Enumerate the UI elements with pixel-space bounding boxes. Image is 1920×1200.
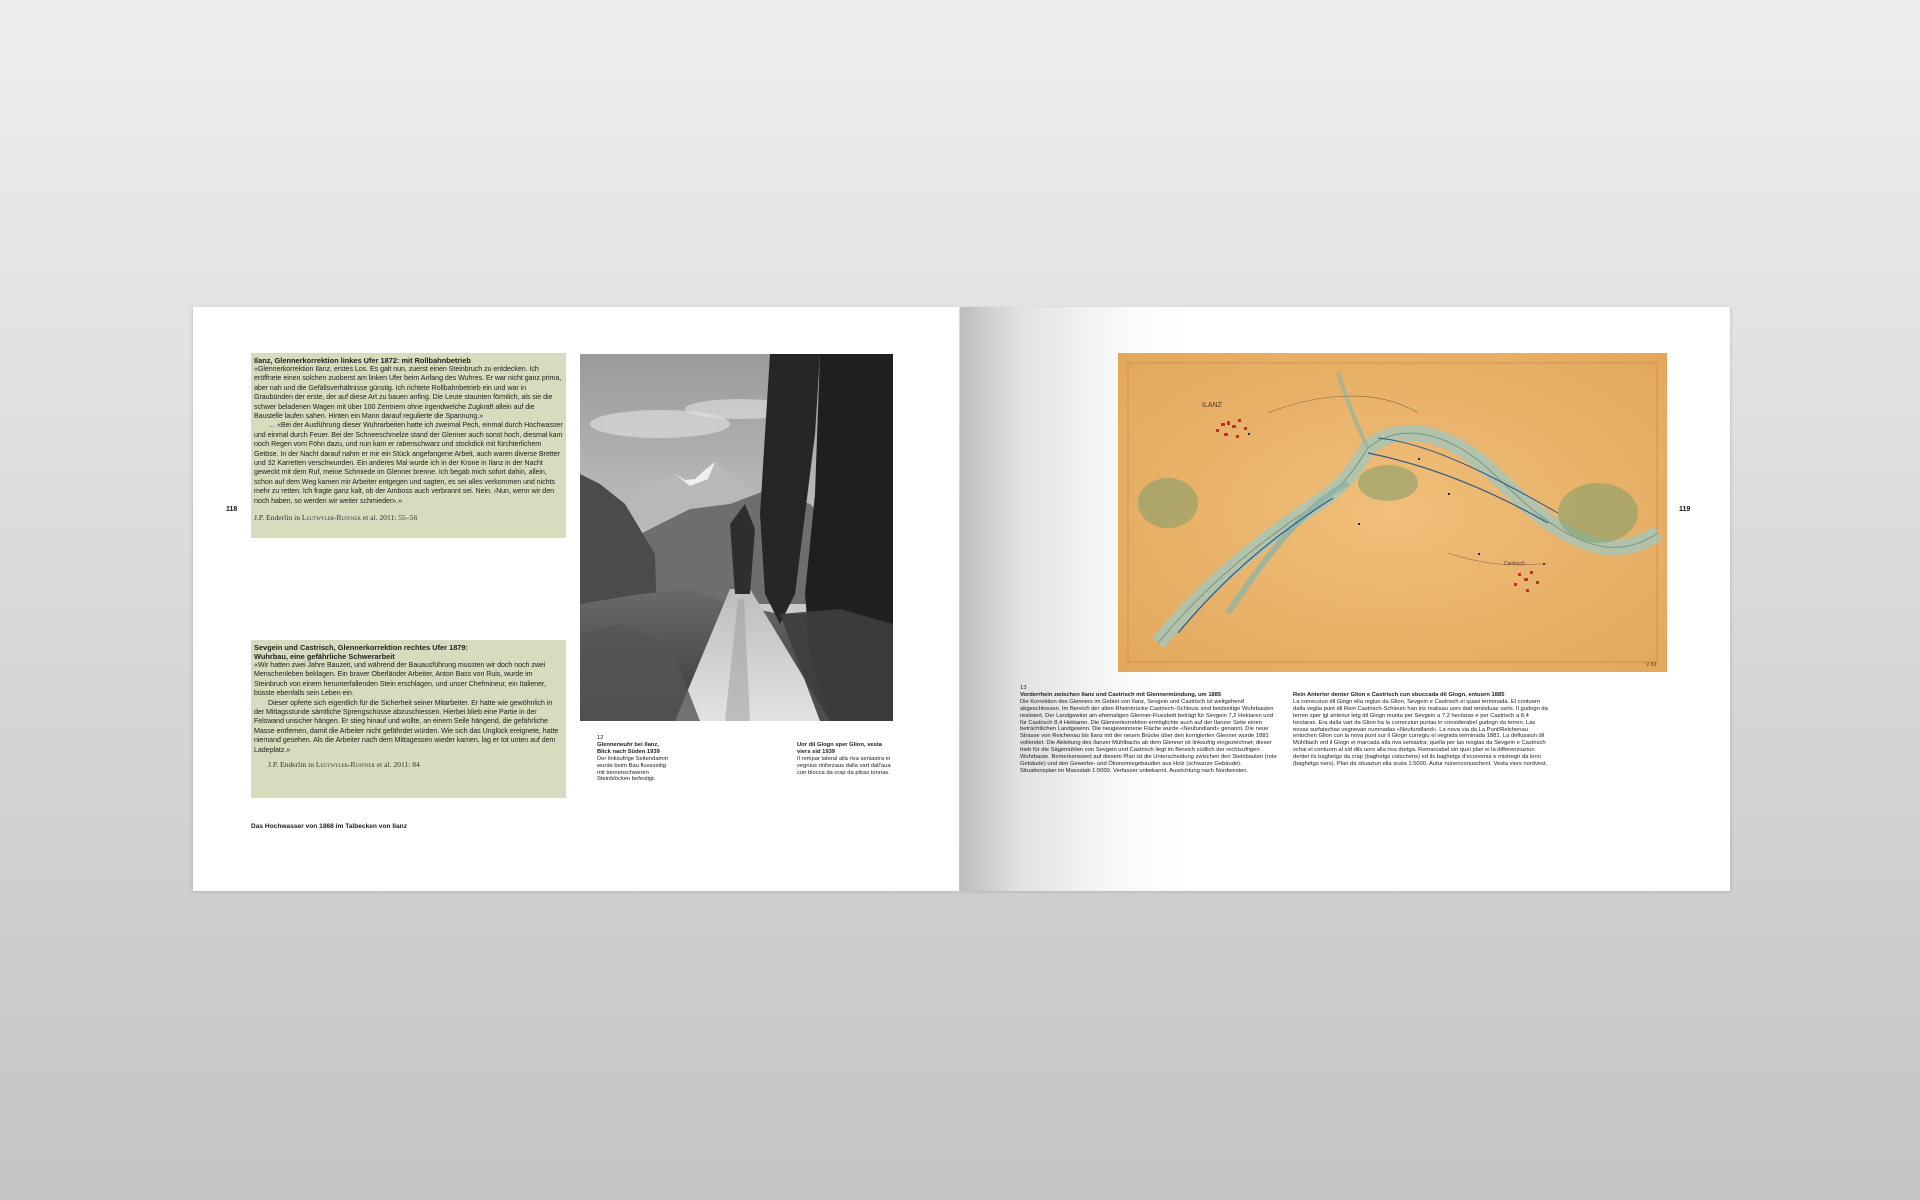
caption-text: Die Korrektion des Glenners im Gebiet von Ilanz, Sevgein und Castrisch ist weitgehend abgeschlossen. Im Bereich der alten Rheinbrücke Castrisch–Schleuis sind beidseitige Wuhrbauten realisiert. Der Landgewinn am ehemaligen Glenner-Flussbett beträgt für Sevgein 7,2 Hektaren und für Castrisch 8,4 Hektaren. Die Glennerkorrektion ermöglichte auch auf der Ilanzer Seite einen beträchtlichen Landgewinn. Die neugewonnene Fläche wurde «Neufundland» genannt. Die neue Strasse von Reichenau bis Ilanz mit der neuen Brücke über den korrigierten Glenner wurde 1881 vollendet. Die Ableitung des Ilanzer Mühlbachs ab dem Glenner ist linksufrig eingezeichnet; dieser trieb für die Sägemühlen von Sevgein und Castrisch liegt im Bereich südlich der rechtsufrigen Wuhrbaute. Bemerkenswert auf diesem Plan ist die Unterscheidung zwischen den Steinbauten (rote Gebäude) und den Gewerbe- und Ökonomiegebäuden aus Holz (schwarze Gebäude). Situationsplan im Massstab 1:5000. Verfasser unbekannt. Ausrichtung nach Nordwesten. [1020, 698, 1277, 774]
caption-title: Rein Anterior denter Glion e Castrisch cun sbuccada dil Glogn, entuorn 1885 [1293, 692, 1505, 698]
quote-box-ilanz [251, 353, 566, 538]
quote-paragraph: … «Bei der Ausführung dieser Wuhrarbeiten hatte ich zweimal Pech, einmal durch Hochwasser und einmal durch Feuer. Bei der Schneeschmelze stand der Glenner auch sonst hoch, diesmal kam noch Regen vom Föhn dazu, und nun kam er rabenschwarz und stockdick mit fürchterlichem Getöse. In der Nacht darauf nahm er mir ein Stück angefangene Arbeit, auch waren diverse Bretter und 32 Karretten verschwunden. Ein anderes Mal wurde ich in der Krone in Ilanz in der Nacht geweckt mit dem Ruf, meine Schmiede im Glenner brenne. Ich begab mich sofort dahin, allein, schon auf dem Weg kamen mir Arbeiter entgegen und sagten, es sei alles verkommen und nichts mehr zu retten. Ich fragte ganz kalt, ob der Amboss auch verbrannt sei. Nein. ‹Nun, wenn wir den noch haben, so werden wir weiter schmieden›.» [254, 421, 563, 505]
page-number-right: 119 [1679, 506, 1691, 513]
quote-citation: J.P. Enderlin in Leutwyler-Ruffner et al. 2011: 84 [268, 760, 420, 770]
quote-paragraph: «Wir hatten zwei Jahre Bauzeit, und während der Bauausführung mussten wir doch noch zwei Menschenleben beklagen. Ein braver Oberländer Arbeiter, Anton Bass von Ruis, wurde im Steinbruch von einem herunterfallenden Stein erschlagen, und unser Chefmineur, ein Italiener, büsste ebenfalls sein Leben ein. [254, 661, 546, 698]
quote-paragraph: Dieser opferte sich eigentlich für die Sicherheit seiner Mitarbeiter. Er hatte wie gewöhnlich in der Mittagsstunde sämtliche Sprengschüsse abzuschiessen. Hierbei blieb eine Partie in der Felswand unsicher hängen. Er stieg hinauf und wollte, an einem Seile hängend, die gefährliche Masse entfernen, damit die Arbeiter nicht gefährdet würden. Wie sich das Unglück ereignete, hatte niemand gesehen. Als die Arbeiter nach dem Mittagessen wieder kamen, lag er tot unten auf dem Ladeplatz.» [254, 698, 559, 754]
caption-text: La correcziun dil Glogn ella regiun da Glion, Sevgein e Castrisch ei quasi terminada. El contuorn dalla veglia punt dil Rein Castrisch-Schleuin han ins realisau uors dad omisduas varts. Il gudogn da terren sper igl anteriur letg dil Glogn munta per Sevgein a 7,2 hectaras e per Castrisch a 8,4 hectaras. Era dalla vart da Glion ha la correcziun purtau in considerabel gudogn da terren. Las novas surfatschas vegnevan numnadas «Neufundland». La nova via da La Punt/Reichenau entochen Glion cun la nova punt sur il Glogn curregiu ei vegnida terminada 1881. La deflussiun dil Mühlbach ord il Glogn ei marcada alla riva seniastra; quella per las resgias da Sevgein e Castrisch schai el contuorn al sid dils uors alla riva dretga. Remarcabel sin quei plan ei la differenziaziun denter ils baghetgs da crap (baghetgs cotschens) ed ils baghetgs d'economia e mistregn da lenn (baghetgs ners). Plan da situaziun ella scala 1:5000. Autur nunenconuschent. Vesta viers nordvest. [1293, 698, 1548, 768]
figure-13-caption-rm [1293, 692, 1551, 768]
figure-12-caption-de [597, 735, 669, 783]
quote-citation: J.P. Enderlin in Leutwyler-Ruffner et al. 2011: 55–56 [254, 513, 418, 523]
map-label-castrisch: Castrisch [1504, 561, 1525, 567]
quote-title: Ilanz, Glennerkorrektion linkes Ufer 1872: mit Rollbahnbetrieb [254, 356, 471, 365]
caption-text: Der linksufrige Seitendamm wurde beim Bau flussseitig mit tonnenschweren Steinblöcken befestigt. [597, 755, 669, 783]
figure-12-caption-rm [797, 742, 897, 777]
map-label-ilanz: ILANZ [1202, 402, 1222, 409]
quote-box-sevgein [251, 640, 566, 798]
river-dam-photo [580, 354, 893, 721]
running-head: Das Hochwasser von 1868 im Talbecken von Ilanz [251, 823, 407, 830]
figure-number: 12 [597, 735, 604, 741]
caption-text: Il rempar lateral alla riva seniastra ei vegnius rinforzaus dalla vart dall'aua cun blocca da crap da pliras tonnas. [797, 755, 891, 776]
quote-title: Wuhrbau, eine gefährliche Schwerarbeit [254, 652, 395, 661]
quote-paragraph: «Glennerkorrektion Ilanz, erstes Los. Es galt nun, zuerst einen Steinbruch zu entdecken. Ich eröffnete einen solchen zuoberst am linken Ufer beim Anfang des Wuhres. Er war nicht ganz prima, aber nah und die Gefällsverhältnisse günstig. Ich richtete Rollbahnbetrieb ein und war in Graubünden der erste, der auf diese Art zu bauen anfing. Die Leute staunten förmlich, als sie die schwer beladenen Wagen mit über 100 Zentnern ohne irgendwelche Zugkraft allein auf die Baustelle laufen sahen. Hinten ein Mann darauf regulierte die Spannung.» [254, 365, 562, 421]
caption-title: Uor dil Glogn sper Glion, vesta viers sid 1939 [797, 742, 883, 755]
caption-title: Vorderrhein zwischen Ilanz und Castrisch mit Glennermündung, um 1885 [1020, 691, 1222, 698]
page-number-left: 118 [226, 506, 238, 513]
book-spread [193, 307, 1730, 891]
left-page [193, 307, 959, 891]
right-page [960, 307, 1730, 891]
historic-river-map [1118, 353, 1667, 672]
caption-title: Glennerwuhr bei Ilanz, Blick nach Süden 1939 [597, 741, 660, 755]
figure-13-map [1118, 353, 1667, 672]
map-archive-stamp: V 83 [1646, 662, 1657, 668]
figure-number: 13 [1020, 685, 1027, 691]
quote-title: Sevgein und Castrisch, Glennerkorrektion rechtes Ufer 1879: [254, 643, 468, 652]
figure-12-photo [580, 354, 893, 721]
figure-13-caption-de [1020, 685, 1278, 775]
